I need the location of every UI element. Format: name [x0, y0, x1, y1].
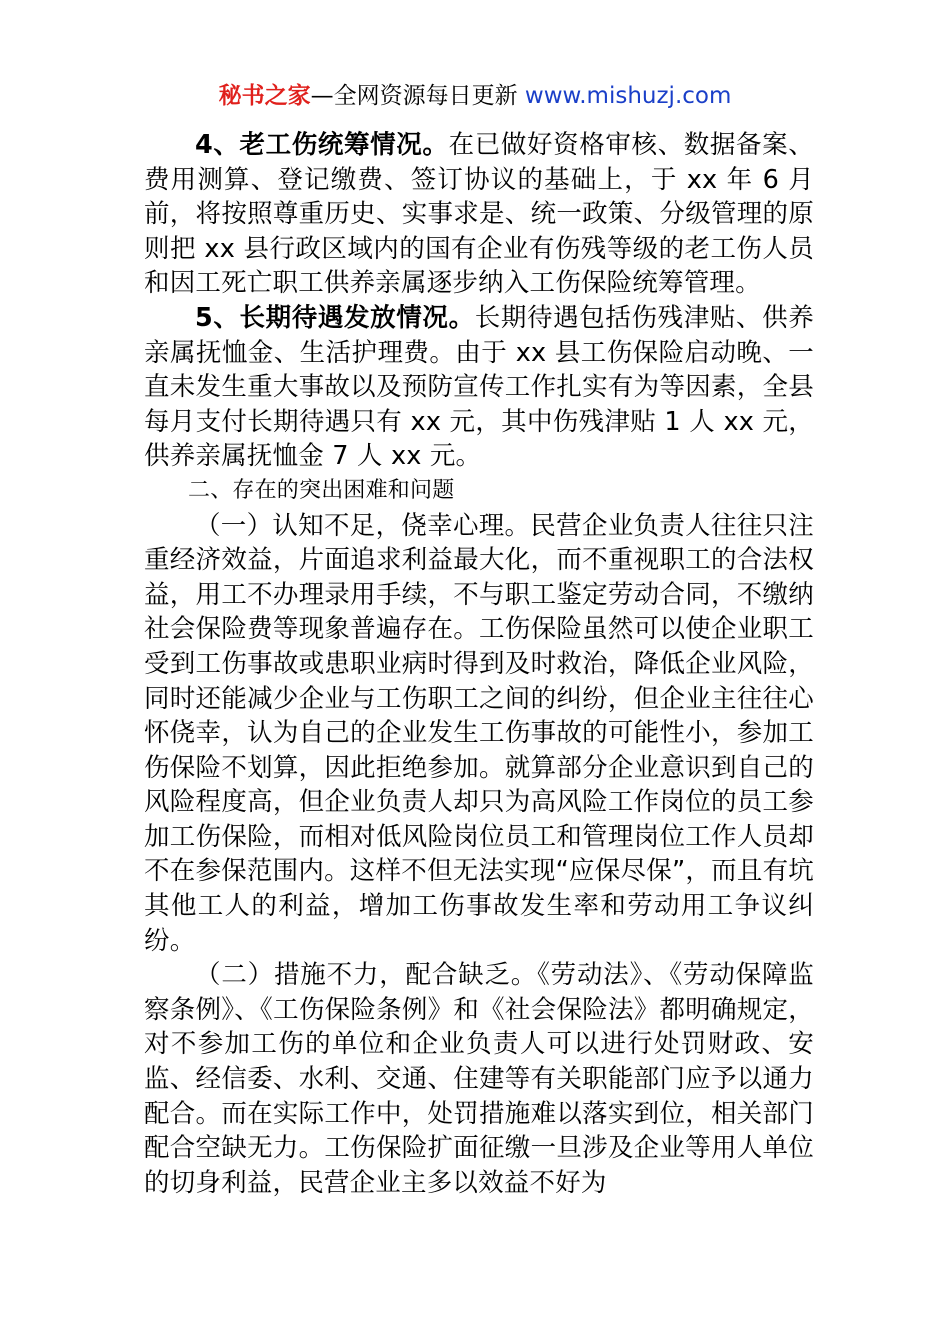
site-tagline: —全网资源每日更新 — [310, 83, 518, 109]
paragraph-insufficient-awareness — [144, 509, 814, 959]
section-heading-text: 二、存在的突出困难和问题 — [188, 477, 455, 503]
paragraph-text: 长期待遇包括伤残津贴、供养亲属抚恤金、生活护理费。由于 xx 县工伤保险启动晚、一直未发生重大事故以及预防宣传工作扎实有为等因素，全县每月支付长期待遇只有 xx 元，其中伤残津贴 1 人 xx 元，供养亲属抚恤金 7 人 xx 元。 — [144, 302, 814, 472]
paragraph-text: （一）认知不足，侥幸心理。民营企业负责人往往只注重经济效益，片面追求利益最大化，而不重视职工的合法权益，用工不办理录用手续，不与职工鉴定劳动合同，不缴纳社会保险费等现象普遍存在。工伤保险虽然可以使企业职工受到工伤事故或患职业病时得到及时救治，降低企业风险，同时还能减少企业与工伤职工之间的纠纷，但企业主往往心怀侥幸，认为自己的企业发生工伤事故的可能性小，参加工伤保险不划算，因此拒绝参加。就算部分企业意识到自己的风险程度高，但企业负责人却只为高风险工作岗位的员工参加工伤保险，而相对低风险岗位员工和管理岗位工作人员却不在参保范围内。这样不但无法实现“应保尽保”，而且有坑其他工人的利益，增加工伤事故发生率和劳动用工争议纠纷。 — [144, 510, 814, 956]
section-heading-problems — [144, 474, 814, 509]
site-url-link[interactable]: www.mishuzj.com — [524, 83, 732, 109]
paragraph-old-injury-pooling — [144, 128, 814, 301]
paragraph-long-term-benefits — [144, 301, 814, 474]
paragraph-lead: 5、长期待遇发放情况。 — [195, 302, 475, 333]
document-body — [144, 128, 814, 1200]
site-header — [0, 80, 950, 112]
paragraph-text: 在已做好资格审核、数据备案、费用测算、登记缴费、签订协议的基础上，于 xx 年 6 月前，将按照尊重历史、实事求是、统一政策、分级管理的原则把 xx 县行政区域内的国有企业有伤残等级的老工伤人员和因工死亡职工供养亲属逐步纳入工伤保险统筹管理。 — [144, 130, 814, 299]
paragraph-lead: 4、老工伤统筹情况。 — [195, 130, 449, 160]
paragraph-text: （二）措施不力，配合缺乏。《劳动法》、《劳动保障监察条例》、《工伤保险条例》和《社会保险法》都明确规定，对不参加工伤的单位和企业负责人可以进行处罚财政、安监、经信委、水利、交通、住建等有关职能部门应予以通力配合。而在实际工作中，处罚措施难以落实到位，相关部门配合空缺无力。工伤保险扩面征缴一旦涉及企业等用人单位的切身利益，民营企业主多以效益不好为 — [144, 960, 814, 1198]
site-brand: 秘书之家 — [218, 83, 311, 109]
paragraph-weak-measures — [144, 958, 814, 1200]
